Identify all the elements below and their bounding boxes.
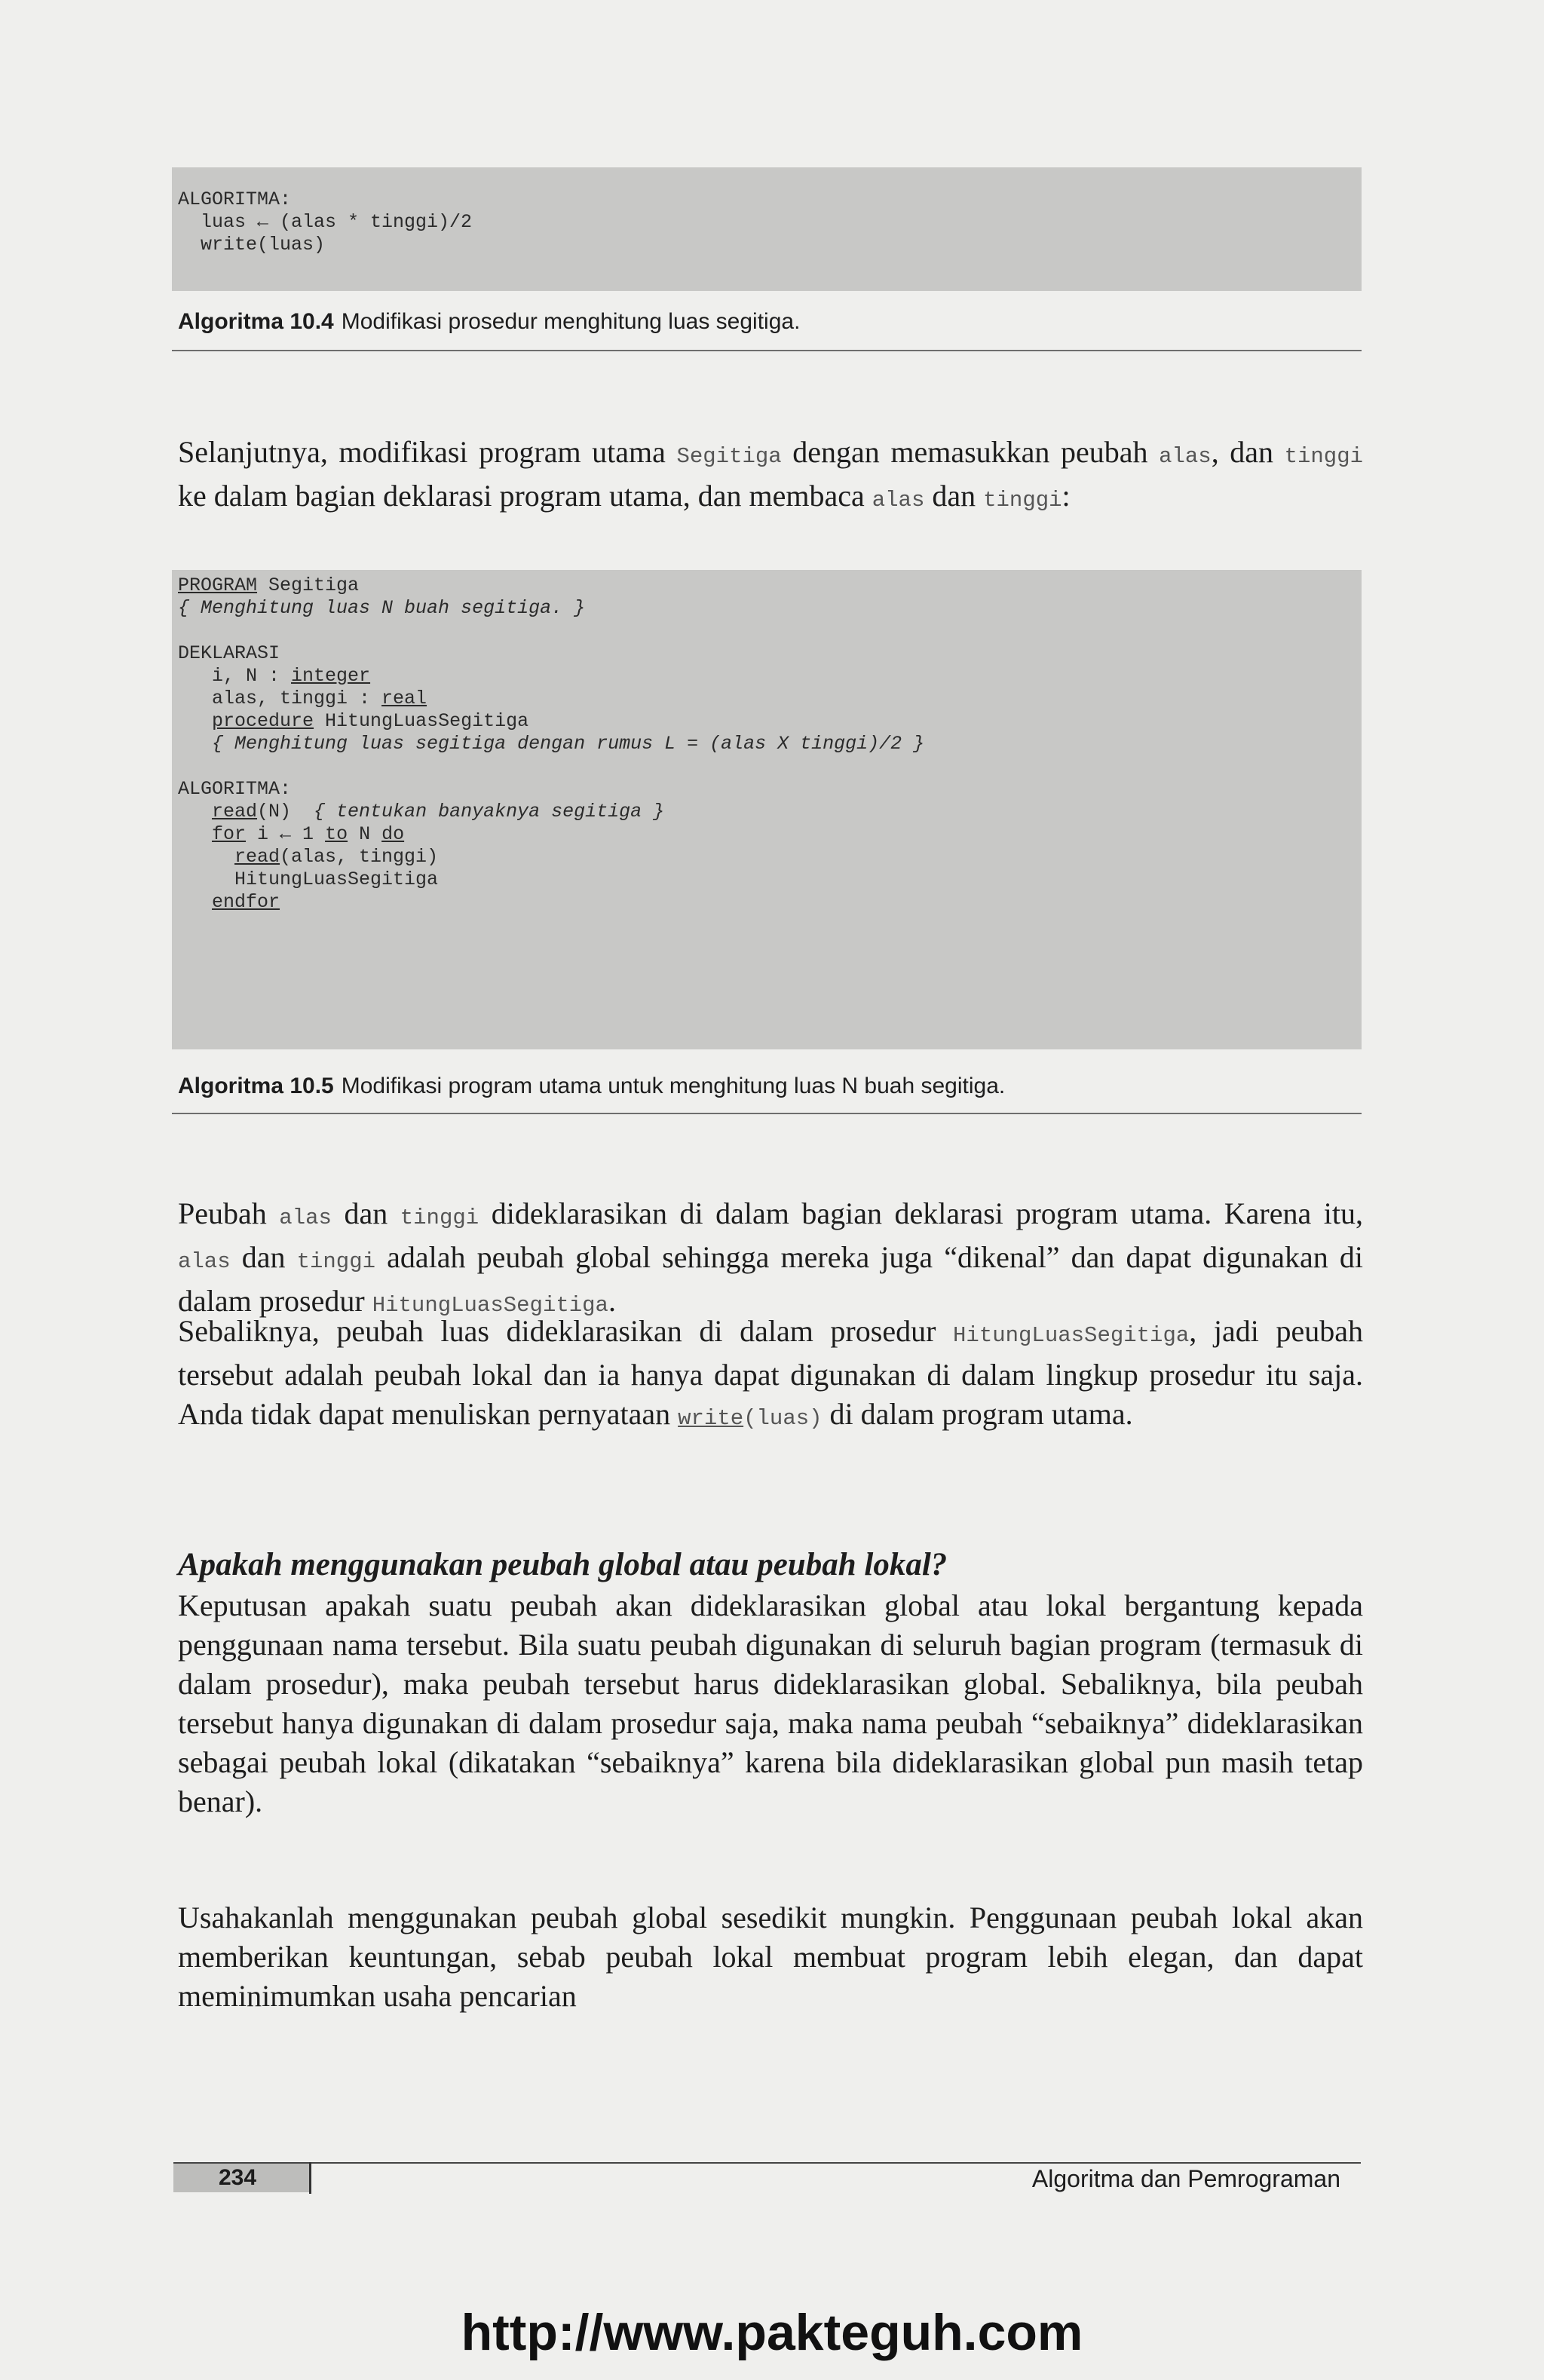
text: Peubah xyxy=(178,1196,280,1230)
code-inline: tinggi xyxy=(296,1249,375,1274)
paragraph-2 xyxy=(178,1194,1363,1325)
code-line xyxy=(178,688,1362,710)
code-inline: Segitiga xyxy=(676,444,782,469)
code-line xyxy=(178,710,1362,733)
code-inline: alas xyxy=(872,488,925,513)
code-inline: HitungLuasSegitiga xyxy=(953,1323,1190,1348)
code-line: write(luas) xyxy=(178,234,326,256)
code-block-algoritma-10-4 xyxy=(172,167,1362,291)
code-line: HitungLuasSegitiga xyxy=(178,868,439,890)
text: , dan xyxy=(1211,435,1285,469)
code-text: HitungLuasSegitiga xyxy=(314,710,529,732)
caption-algoritma-10-4 xyxy=(178,309,800,335)
text: dengan memasukkan peubah xyxy=(781,435,1160,469)
paragraph-4: Keputusan apakah suatu peubah akan dideklarasikan global atau lokal bergantung kepada penggunaan nama tersebut. Bila suatu peubah digunakan di seluruh bagian program (termasuk di dalam prosedur), maka peubah tersebut harus dideklarasikan global. Sebaliknya, bila peubah tersebut hanya digunakan di dalam prosedur saja, maka nama peubah “sebaiknya” dideklarasikan sebagai peubah lokal (dikatakan “sebaiknya” karena bila dideklarasikan global pun masih tetap benar). xyxy=(178,1588,1363,1818)
caption-label: Algoritma 10.5 xyxy=(178,1074,334,1098)
keyword: do xyxy=(381,823,405,845)
code-comment: { tentukan banyaknya segitiga } xyxy=(314,801,665,822)
code-inline: tinggi xyxy=(1284,444,1364,469)
code-line xyxy=(178,801,1362,823)
footer-rule xyxy=(173,2162,1361,2164)
caption-text: Modifikasi prosedur menghitung luas segitiga. xyxy=(341,309,801,334)
text: , jadi peubah tersebut adalah peubah lokal dan ia hanya dapat digunakan di dalam lingkup prosedur itu saja. Anda tidak dapat menuliskan pernyataan xyxy=(178,1314,1363,1431)
code-line xyxy=(178,665,1362,688)
code-text: (alas, tinggi) xyxy=(280,846,439,868)
code-line xyxy=(178,823,1362,846)
keyword: procedure xyxy=(212,710,314,732)
code-inline: write xyxy=(678,1406,744,1431)
code-blank xyxy=(178,755,1362,778)
code-blank xyxy=(178,620,1362,642)
keyword: read xyxy=(234,846,280,868)
code-inline: alas xyxy=(178,1249,231,1274)
caption-text: Modifikasi program utama untuk menghitung luas N buah segitiga. xyxy=(341,1074,1006,1098)
paragraph-5: Usahakanlah menggunakan peubah global sesedikit mungkin. Penggunaan peubah lokal akan memberikan keuntungan, sebab peubah lokal membuat program lebih elegan, dan dapat meminimumkan usaha pencarian xyxy=(178,1901,1363,2013)
code-text: Segitiga xyxy=(257,574,360,596)
keyword: real xyxy=(381,688,427,709)
code-inline: HitungLuasSegitiga xyxy=(372,1293,608,1318)
text: dan xyxy=(230,1240,297,1274)
text: dan xyxy=(331,1196,400,1230)
code-inline: tinggi xyxy=(400,1205,479,1230)
paragraph-3 xyxy=(178,1312,1363,1438)
text: : xyxy=(1062,479,1071,513)
text: dideklarasikan di dalam bagian deklarasi program utama. Karena itu, xyxy=(479,1196,1363,1230)
keyword: to xyxy=(325,823,348,845)
text: adalah peubah global sehingga mereka juga “dikenal” dan dapat digunakan di dalam prosedur xyxy=(178,1240,1363,1318)
code-comment: { Menghitung luas segitiga dengan rumus L = (alas X tinggi)/2 } xyxy=(178,733,925,755)
text: dan xyxy=(924,479,984,513)
text: Selanjutnya, modifikasi program utama xyxy=(178,435,677,469)
code-line xyxy=(178,891,1362,914)
code-text: alas, tinggi : xyxy=(178,688,382,709)
code-comment: { Menghitung luas N buah segitiga. } xyxy=(178,597,586,619)
keyword: endfor xyxy=(212,891,280,913)
caption-label: Algoritma 10.4 xyxy=(178,309,334,334)
code-line xyxy=(178,574,1362,597)
code-inline: alas xyxy=(1159,444,1212,469)
code-line: luas ← (alas * tinggi)/2 xyxy=(178,211,473,233)
text: Sebaliknya, peubah luas dideklarasikan di dalam prosedur xyxy=(178,1314,954,1348)
page-number-divider xyxy=(309,2162,311,2194)
code-line: ALGORITMA: xyxy=(178,778,292,800)
section-heading: Apakah menggunakan peubah global atau peubah lokal? xyxy=(178,1547,948,1582)
keyword: PROGRAM xyxy=(178,574,258,596)
paragraph-1 xyxy=(178,433,1363,520)
text: di dalam program utama. xyxy=(822,1397,1133,1431)
text: ke dalam bagian deklarasi program utama, dan membaca xyxy=(178,479,872,513)
code-line: ALGORITMA: xyxy=(178,188,292,210)
code-inline: tinggi xyxy=(983,488,1062,513)
code-text: i ← 1 xyxy=(246,823,326,845)
code-line xyxy=(178,846,1362,868)
code-text: i, N : xyxy=(178,665,292,687)
caption-rule xyxy=(172,350,1362,351)
keyword: for xyxy=(212,823,247,845)
watermark-url[interactable]: http://www.pakteguh.com xyxy=(461,2304,1083,2361)
code-line: DEKLARASI xyxy=(178,642,280,664)
code-text: N xyxy=(348,823,382,845)
page-number: 234 xyxy=(173,2164,309,2192)
text: . xyxy=(608,1284,616,1318)
code-text: (N) xyxy=(257,801,314,822)
keyword: integer xyxy=(291,665,371,687)
caption-rule xyxy=(172,1113,1362,1114)
keyword: read xyxy=(212,801,258,822)
code-block-algoritma-10-5 xyxy=(172,570,1362,1049)
code-inline: alas xyxy=(279,1205,332,1230)
caption-algoritma-10-5 xyxy=(178,1074,1005,1099)
footer-book-title: Algoritma dan Pemrograman xyxy=(1031,2165,1340,2192)
code-inline: (luas) xyxy=(743,1406,823,1431)
